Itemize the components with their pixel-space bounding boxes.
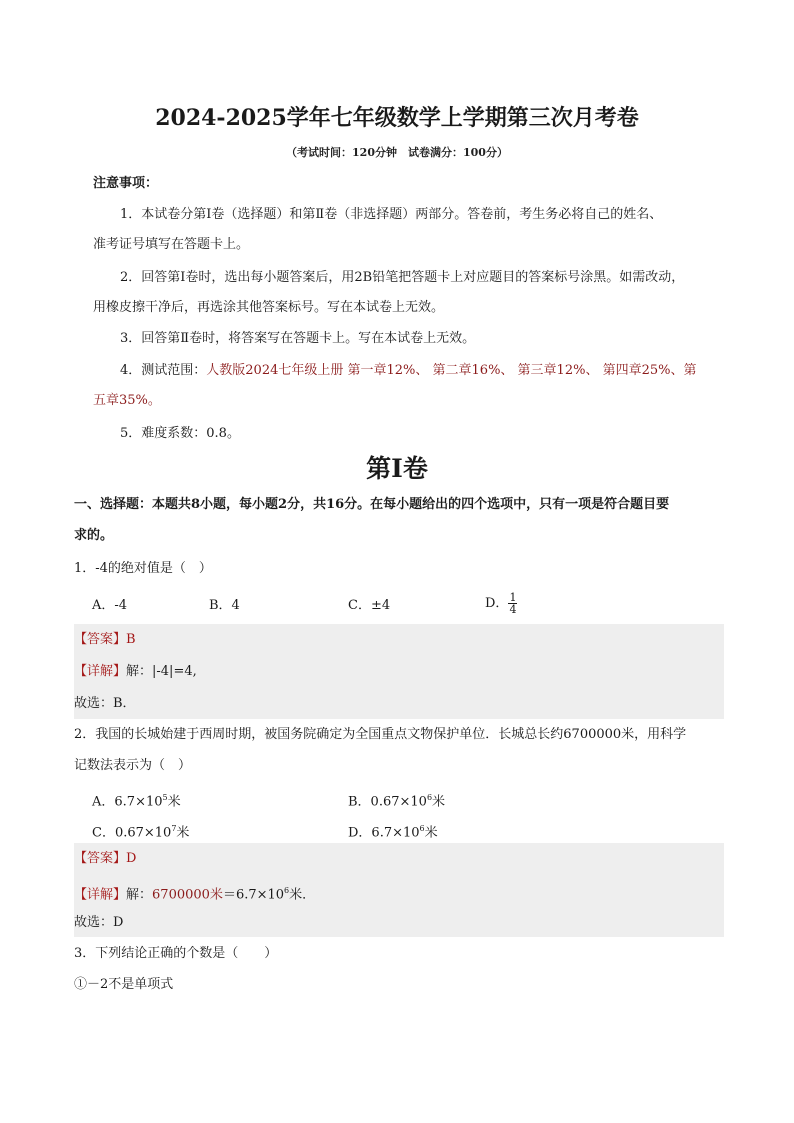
q2-detail	[74, 881, 315, 905]
q1-stem: 1．-4的绝对值是（ ）	[74, 561, 212, 576]
option-unit: 米	[424, 825, 438, 841]
note-4-prefix: 4．测试范围：	[120, 363, 207, 378]
part1-instructions-cont: 求的。	[74, 528, 114, 543]
q2-option-c	[92, 819, 189, 843]
q2-stem-cont: 记数法表示为（ ）	[74, 758, 192, 773]
notes-heading: 注意事项：	[93, 176, 159, 191]
detail-tag: 【详解】	[74, 664, 127, 679]
q1-option-d-label: D．	[485, 596, 509, 611]
q1-option-b: B．4	[209, 598, 240, 613]
note-4	[120, 361, 696, 381]
q2-option-b	[348, 788, 445, 812]
option-unit: 米	[176, 825, 190, 841]
note-2: 2．回答第Ⅰ卷时，选出每小题答案后，用2B铅笔把答题卡上对应题目的答案标号涂黑。如需改动，	[120, 270, 685, 285]
q2-stem: 2．我国的长城始建于西周时期，被国务院确定为全国重点文物保护单位．长城总长约6700000米，用科学	[74, 727, 687, 742]
answer-value: B	[126, 632, 136, 647]
q3-stem: 3．下列结论正确的个数是（ ）	[74, 946, 278, 961]
detail-highlight: 6700000米	[152, 887, 223, 903]
option-exponent: 6	[419, 824, 425, 833]
note-4-scope: 人教版2024七年级上册 第一章12%、 第二章16%、 第三章12%、 第四章25%、第	[206, 363, 697, 378]
option-base: A．6.7×10	[92, 794, 163, 810]
q1-option-d-fraction	[508, 592, 517, 615]
q1-choice: 故选：B．	[74, 696, 136, 711]
note-5: 5．难度系数：0.8。	[120, 426, 240, 441]
option-base: C．0.67×10	[92, 825, 172, 841]
option-unit: 米	[167, 794, 181, 810]
detail-tag: 【详解】	[74, 887, 127, 903]
q2-choice: 故选：D	[74, 915, 124, 930]
option-base: D．6.7×10	[348, 825, 420, 841]
option-base: B．0.67×10	[348, 794, 427, 810]
note-3: 3．回答第Ⅱ卷时，将答案写在答题卡上。写在本试卷上无效。	[120, 331, 476, 346]
option-exponent: 6	[426, 793, 433, 802]
detail-text: 解：|-4|=4,	[126, 664, 197, 679]
answer-tag: 【答案】	[74, 632, 127, 647]
note-4-cont: 五章35%。	[93, 393, 161, 408]
note-1: 1．本试卷分第Ⅰ卷（选择题）和第Ⅱ卷（非选择题）两部分。答卷前，考生务必将自己的姓名、	[120, 207, 663, 222]
option-exponent: 5	[162, 793, 168, 802]
q1-option-c: C．±4	[348, 598, 391, 613]
fraction-denominator: 4	[509, 603, 517, 616]
detail-exponent: 6	[284, 886, 290, 895]
option-exponent: 7	[171, 824, 177, 833]
detail-end: 米．	[289, 887, 316, 903]
section-title: 第Ⅰ卷	[366, 454, 428, 483]
q1-answer	[74, 630, 136, 650]
q1-option-d	[485, 592, 517, 615]
answer-tag: 【答案】	[74, 851, 127, 866]
q2-option-a	[92, 788, 181, 812]
note-1-cont: 准考证号填写在答题卡上。	[93, 237, 250, 252]
q2-option-d	[348, 819, 438, 843]
q1-detail	[74, 662, 197, 682]
option-unit: 米	[432, 794, 446, 810]
q3-item-1: ①－2不是单项式	[74, 977, 174, 992]
answer-value: D	[126, 851, 137, 866]
detail-pre: 解：	[126, 887, 153, 903]
part1-instructions: 一、选择题：本题共8小题，每小题2分，共16分。在每小题给出的四个选项中，只有一项是符合题目要	[74, 497, 670, 512]
q2-answer	[74, 849, 136, 869]
detail-eq: ＝6.7×10	[222, 887, 285, 903]
exam-title: 2024-2025学年七年级数学上学期第三次月考卷	[155, 105, 639, 131]
q1-option-a: A．-4	[92, 598, 128, 613]
note-2-cont: 用橡皮擦干净后，再选涂其他答案标号。写在本试卷上无效。	[93, 300, 445, 315]
fraction-numerator: 1	[509, 591, 517, 604]
exam-subtitle: （考试时间：120分钟 试卷满分：100分）	[286, 146, 508, 159]
